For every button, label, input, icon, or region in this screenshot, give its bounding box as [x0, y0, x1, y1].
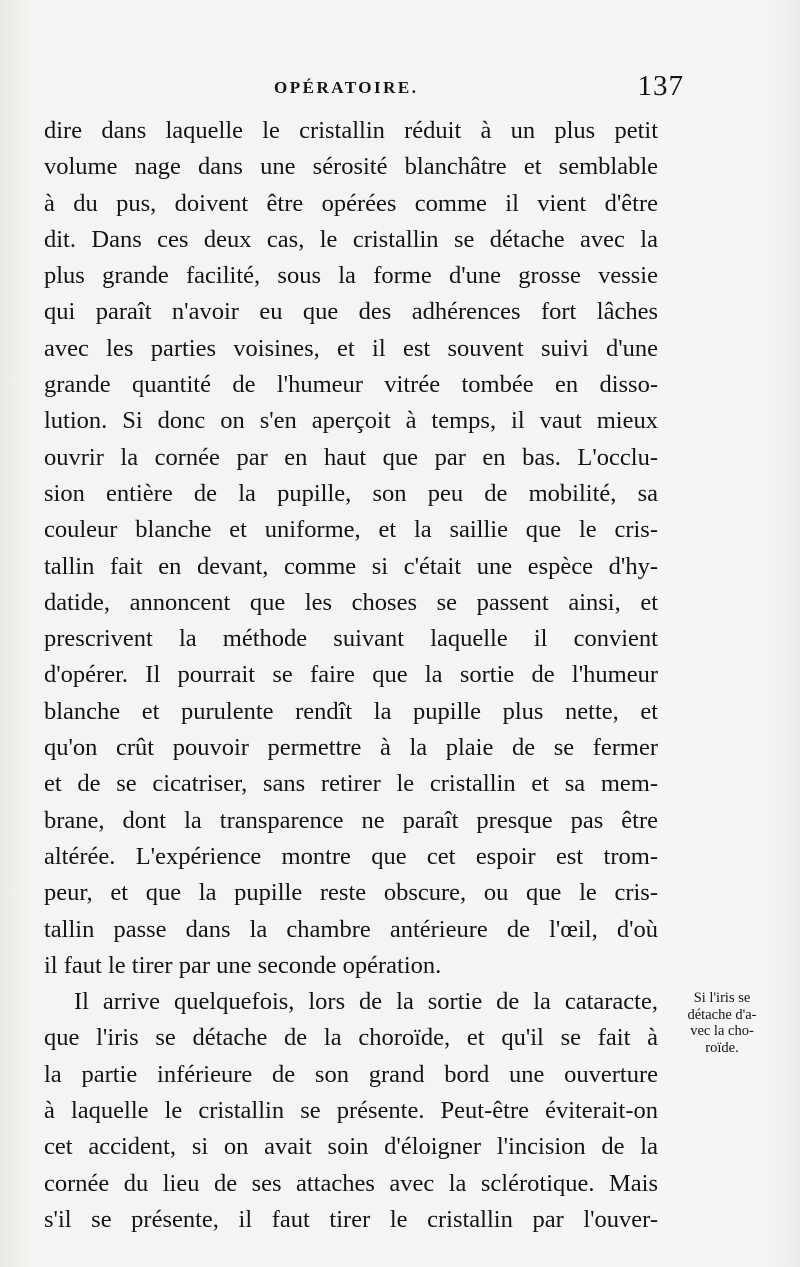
text-line: à laquelle le cristallin se présente. Peut-être éviterait-on	[44, 1097, 658, 1125]
text-line: s'il se présente, il faut tirer le cristallin par l'ouver-	[44, 1205, 658, 1233]
margin-note-line: roïde.	[705, 1039, 739, 1056]
text-line: avec les parties voisines, et il est souvent suivi d'une	[44, 334, 658, 362]
text-line: altérée. L'expérience montre que cet espoir est trom-	[44, 842, 658, 870]
text-line: couleur blanche et uniforme, et la saillie que le cris-	[44, 516, 658, 544]
text-line: dit. Dans ces deux cas, le cristallin se détache avec la	[44, 225, 658, 253]
text-line: ouvrir la cornée par en haut que par en bas. L'occlu-	[44, 443, 658, 471]
text-line: volume nage dans une sérosité blanchâtre et semblable	[44, 153, 658, 181]
margin-note	[672, 990, 772, 1056]
running-title: OPÉRATOIRE.	[274, 78, 419, 97]
text-line: datide, annoncent que les choses se passent ainsi, et	[44, 588, 658, 616]
text-line: d'opérer. Il pourrait se faire que la sortie de l'humeur	[44, 661, 658, 689]
text-line: plus grande facilité, sous la forme d'une grosse vessie	[44, 262, 658, 290]
text-line: tallin passe dans la chambre antérieure de l'œil, d'où	[44, 915, 658, 943]
text-line: sion entière de la pupille, son peu de mobilité, sa	[44, 479, 658, 507]
text-line: cet accident, si on avait soin d'éloigner l'incision de la	[44, 1133, 658, 1161]
body-text	[44, 113, 658, 1238]
text-line: et de se cicatriser, sans retirer le cristallin et sa mem-	[44, 770, 658, 798]
text-line: qu'on crût pouvoir permettre à la plaie de se fermer	[44, 734, 658, 762]
text-line: à du pus, doivent être opérées comme il vient d'être	[44, 189, 658, 217]
text-line: blanche et purulente rendît la pupille plus nette, et	[44, 697, 658, 725]
text-line: brane, dont la transparence ne paraît presque pas être	[44, 806, 658, 834]
margin-note-line: détache d'a-	[687, 1006, 757, 1023]
margin-note-line: Si l'iris se	[693, 990, 751, 1006]
text-line: prescrivent la méthode suivant laquelle il convient	[44, 625, 658, 653]
text-line: la partie inférieure de son grand bord une ouverture	[44, 1060, 658, 1088]
margin-note-line: vec la cho-	[690, 1023, 754, 1039]
text-line: dire dans laquelle le cristallin réduit à un plus petit	[44, 117, 658, 144]
text-line: grande quantité de l'humeur vitrée tombée en disso-	[44, 371, 658, 399]
running-head	[44, 70, 684, 104]
text-line: tallin fait en devant, comme si c'était une espèce d'hy-	[44, 552, 658, 580]
paragraph-start-line: Il arrive quelquefois, lors de la sortie de la cataracte,	[74, 988, 658, 1016]
text-line: que l'iris se détache de la choroïde, et qu'il se fait à	[44, 1024, 658, 1052]
text-line: cornée du lieu de ses attaches avec la sclérotique. Mais	[44, 1169, 658, 1197]
text-line: qui paraît n'avoir eu que des adhérences fort lâches	[44, 298, 658, 326]
page-number: 137	[637, 70, 684, 102]
text-line: peur, et que la pupille reste obscure, ou que le cris-	[44, 879, 658, 907]
text-line: lution. Si donc on s'en aperçoit à temps, il vaut mieux	[44, 407, 658, 435]
text-line: il faut le tirer par une seconde opération.	[44, 951, 442, 979]
